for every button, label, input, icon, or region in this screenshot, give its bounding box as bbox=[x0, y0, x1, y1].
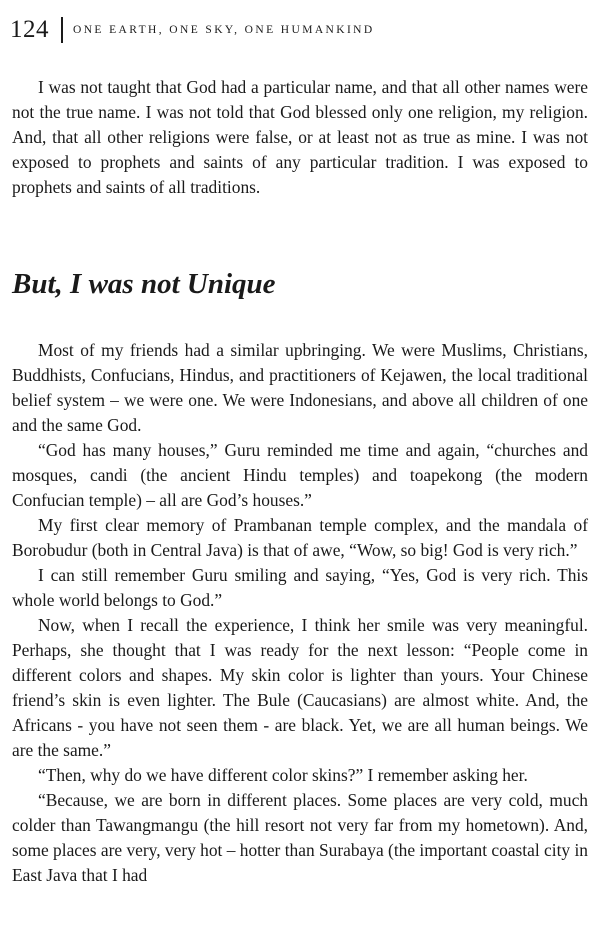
intro-block bbox=[12, 75, 588, 200]
paragraph-8: “Because, we are born in different places. Some places are very cold, much colder than Tawangmangu (the hill resort not very far from my hometown). And, some places are very, very hot – hotter than Surabaya (the important coastal city in East Java that I had bbox=[12, 790, 588, 885]
paragraph-5: I can still remember Guru smiling and saying, “Yes, God is very rich. This whole world belongs to God.” bbox=[12, 565, 588, 610]
section-heading-block bbox=[12, 266, 588, 302]
header-divider bbox=[61, 17, 63, 43]
paragraph-3: “God has many houses,” Guru reminded me time and again, “churches and mosques, candi (the ancient Hindu temples) and toapekong (the modern Confucian temple) – all are God’s houses.” bbox=[12, 440, 588, 510]
paragraph-7: “Then, why do we have different color skins?” I remember asking her. bbox=[38, 765, 528, 785]
paragraph-6: Now, when I recall the experience, I think her smile was very meaningful. Perhaps, she thought that I was ready for the next lesson: “People come in different colors and shapes. My skin color is lighter than yours. Your Chinese friend’s skin is even lighter. The Bule (Caucasians) are almost white. And, the Africans - you have not seen them - are black. Yet, we are all human beings. We are the same.” bbox=[12, 615, 588, 760]
page-header bbox=[10, 10, 375, 50]
section-heading: But, I was not Unique bbox=[12, 268, 276, 300]
running-title: ONE EARTH, ONE SKY, ONE HUMANKIND bbox=[73, 24, 375, 36]
paragraph-1: I was not taught that God had a particular name, and that all other names were not the true name. I was not told that God blessed only one religion, my religion. And, that all other religions were false, or at least not as true as mine. I was not exposed to prophets and saints of any particular tradition. I was exposed to prophets and saints of all traditions. bbox=[12, 77, 588, 197]
section-body bbox=[12, 338, 588, 888]
paragraph-2: Most of my friends had a similar upbringing. We were Muslims, Christians, Buddhists, Confucians, Hindus, and practitioners of Kejawen, the local traditional belief system – we were one. We were Indonesians, and above all children of one and the same God. bbox=[12, 340, 588, 435]
page-number: 124 bbox=[10, 16, 49, 43]
paragraph-4: My first clear memory of Prambanan temple complex, and the mandala of Borobudur (both in Central Java) is that of awe, “Wow, so big! God is very rich.” bbox=[12, 515, 588, 560]
